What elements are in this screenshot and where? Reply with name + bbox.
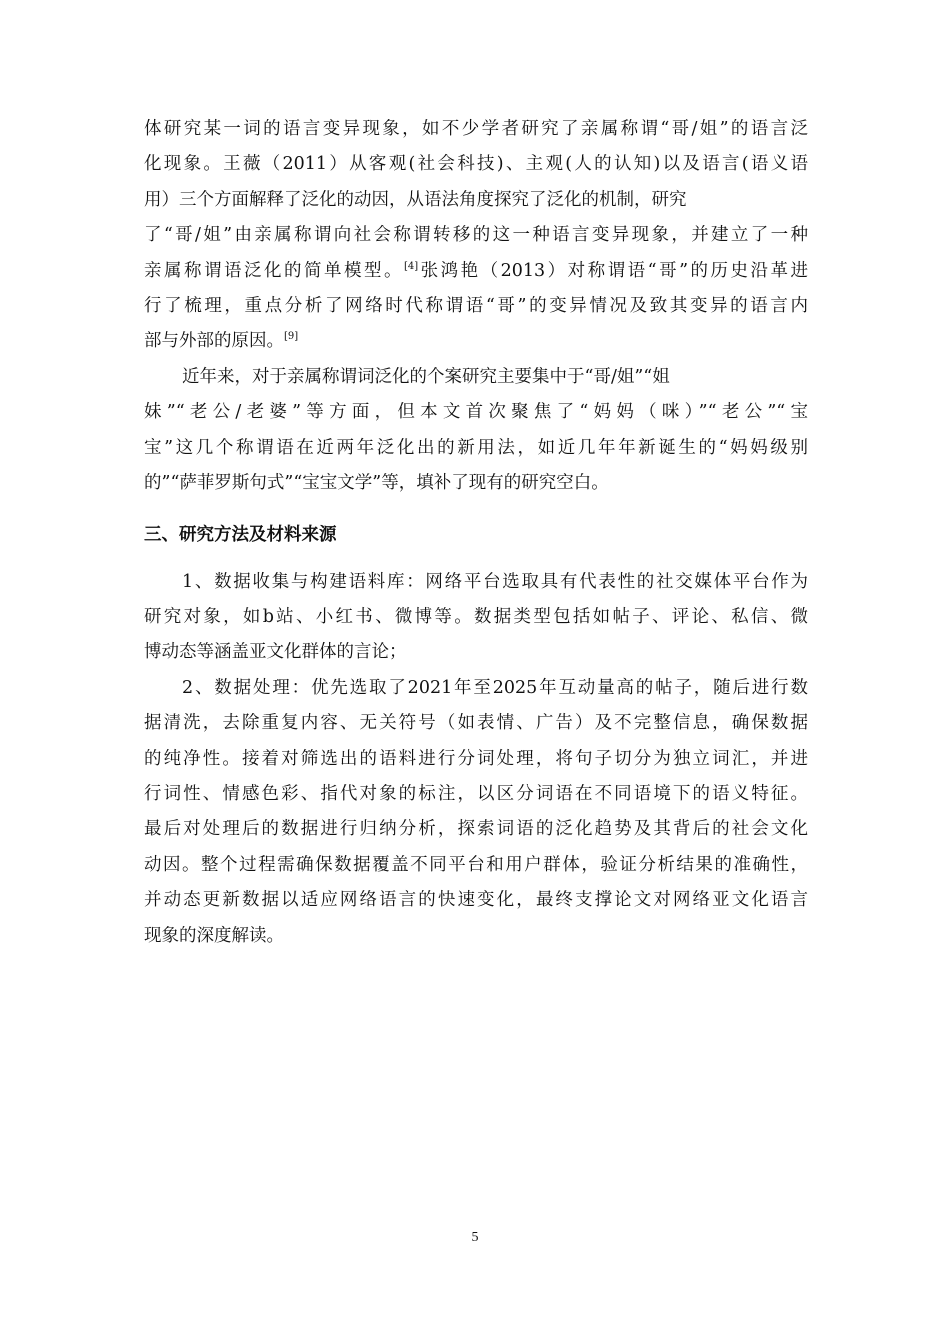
text-line: 用）三个方面解释了泛化的动因，从语法角度探究了泛化的机制，研究	[144, 189, 687, 210]
text-line	[144, 324, 808, 359]
citation-ref-9: [9]	[284, 331, 299, 343]
text-line: 最后对处理后的数据进行归纳分析，探索词语的泛化趋势及其背后的社会文化	[144, 819, 808, 840]
text-fragment: 亲属称谓语泛化的简单模型。	[144, 260, 404, 281]
body-text	[144, 112, 808, 954]
section-heading: 三、研究方法及材料来源	[144, 525, 337, 546]
text-line: 行词性、情感色彩、指代对象的标注，以区分词语在不同语境下的语义特征。	[144, 784, 808, 805]
text-line: 动因。整个过程需确保数据覆盖不同平台和用户群体，验证分析结果的准确性，	[144, 854, 808, 875]
paragraph-4	[144, 671, 808, 954]
text-line: 据清洗，去除重复内容、无关符号（如表情、广告）及不完整信息，确保数据	[144, 713, 808, 734]
text-line: 体研究某一词的语言变异现象，如不少学者研究了亲属称谓“哥/姐”的语言泛	[144, 119, 808, 139]
text-line: 宝”这几个称谓语在近两年泛化出的新用法，如近几年年新诞生的“妈妈级别	[144, 437, 808, 458]
text-line: 博动态等涵盖亚文化群体的言论；	[144, 642, 407, 663]
text-line	[144, 254, 808, 289]
paragraph-3	[144, 565, 808, 671]
text-line: 化现象。王薇（2011）从客观(社会科技)、主观(人的认知)以及语言(语义语	[144, 154, 808, 175]
text-line: 了“哥/姐”由亲属称谓向社会称谓转移的这一种语言变异现象，并建立了一种	[144, 225, 808, 246]
text-line: 的纯净性。接着对筛选出的语料进行分词处理，将句子切分为独立词汇，并进	[144, 748, 808, 769]
text-line: 研究对象，如b站、小红书、微博等。数据类型包括如帖子、评论、私信、微	[144, 607, 808, 628]
text-line: 2、数据处理：优先选取了2021年至2025年互动量高的帖子，随后进行数	[182, 677, 808, 698]
paragraph-2	[144, 360, 808, 502]
text-line: 近年来，对于亲属称谓词泛化的个案研究主要集中于“哥/姐”“姐	[182, 366, 670, 387]
text-line: 1、数据收集与构建语料库：网络平台选取具有代表性的社交媒体平台作为	[182, 571, 808, 592]
text-line: 妹”“老公/老婆”等方面，但本文首次聚焦了“妈妈（咪）”“老公”“宝	[144, 402, 808, 423]
page-number: 5	[471, 1230, 479, 1245]
citation-ref-4: [4]	[403, 260, 419, 272]
text-line: 并动态更新数据以适应网络语言的快速变化，最终支撑论文对网络亚文化语言	[144, 890, 808, 911]
paragraph-1	[144, 112, 808, 360]
text-line: 的”“萨菲罗斯句式”“宝宝文学”等，填补了现有的研究空白。	[144, 472, 609, 493]
text-line: 行了梳理，重点分析了网络时代称谓语“哥”的变异情况及致其变异的语言内	[144, 295, 808, 316]
text-fragment: 张鸿艳（2013）对称谓语“哥”的历史沿革进	[418, 260, 808, 281]
text-line: 现象的深度解读。	[144, 925, 284, 946]
text-fragment: 部与外部的原因。	[144, 331, 284, 352]
